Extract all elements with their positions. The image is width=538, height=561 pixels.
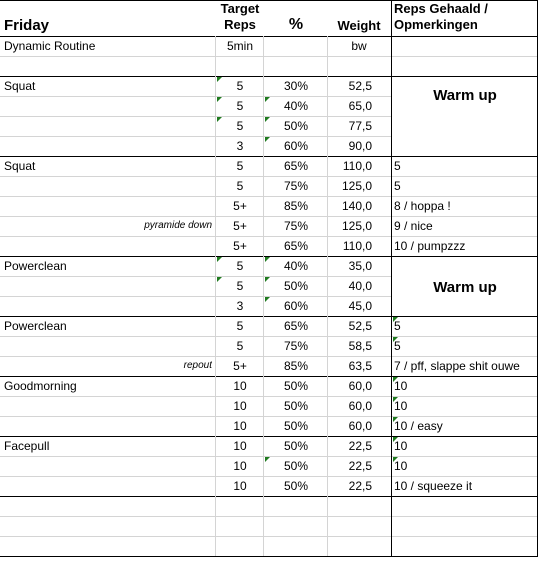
row-line	[391, 336, 538, 337]
row-line	[0, 296, 391, 297]
weight-cell[interactable]: bw	[351, 39, 367, 53]
weight-cell[interactable]: 58,5	[348, 339, 372, 353]
exercise-cell[interactable]: Facepull	[4, 439, 50, 453]
weight-cell[interactable]: 22,5	[348, 459, 372, 473]
row-line	[0, 96, 391, 97]
note-cell[interactable]	[60, 96, 212, 116]
note-cell[interactable]	[60, 296, 212, 316]
row-line	[391, 476, 538, 477]
row-line	[391, 536, 538, 537]
target-reps-cell[interactable]: 5	[236, 119, 244, 133]
target-reps-cell[interactable]: 5	[236, 279, 244, 293]
comment-indicator-icon	[217, 257, 222, 262]
column-line	[263, 36, 264, 556]
remark-cell[interactable]: 7 / pff, slappe shit ouwe	[394, 359, 520, 373]
percent-cell[interactable]: 60%	[283, 139, 309, 153]
warm-up-label-powerclean[interactable]: Warm up	[433, 279, 497, 296]
exercise-cell[interactable]: Squat	[4, 159, 36, 173]
percent-cell[interactable]	[264, 56, 328, 76]
target-reps-cell[interactable]	[216, 516, 264, 536]
percent-cell[interactable]: 40%	[283, 99, 309, 113]
note-cell[interactable]	[60, 196, 212, 216]
remark-cell[interactable]	[394, 36, 536, 56]
percent-cell[interactable]: 65%	[283, 239, 309, 253]
remark-cell[interactable]: 8 / hoppa !	[394, 199, 451, 213]
note-cell[interactable]	[60, 416, 212, 436]
row-line	[0, 476, 391, 477]
note-cell[interactable]: pyramide down	[144, 220, 212, 231]
comment-indicator-icon	[393, 397, 398, 402]
row-line	[0, 536, 391, 537]
weight-cell[interactable]: 60,0	[348, 379, 372, 393]
row-line	[391, 356, 538, 357]
percent-cell[interactable]: 50%	[283, 479, 309, 493]
exercise-cell[interactable]: Goodmorning	[4, 379, 77, 393]
row-line	[0, 236, 391, 237]
note-cell[interactable]	[60, 476, 212, 496]
row-line	[391, 456, 538, 457]
target-reps-cell[interactable]: 10	[233, 399, 247, 413]
comment-indicator-icon	[265, 137, 270, 142]
comment-indicator-icon	[393, 317, 398, 322]
weight-cell[interactable]	[328, 56, 372, 76]
percent-cell[interactable]: 75%	[283, 339, 309, 353]
percent-cell[interactable]: 85%	[283, 199, 309, 213]
exercise-cell[interactable]: Dynamic Routine	[4, 39, 96, 53]
percent-cell[interactable]: 50%	[283, 279, 309, 293]
weight-cell[interactable]: 140,0	[341, 199, 372, 213]
row-line	[391, 196, 538, 197]
weight-cell[interactable]: 125,0	[341, 179, 372, 193]
comment-indicator-icon	[393, 457, 398, 462]
weight-cell[interactable]: 45,0	[348, 299, 372, 313]
note-cell[interactable]	[60, 236, 212, 256]
row-line	[0, 276, 391, 277]
row-line	[0, 196, 391, 197]
remark-cell[interactable]: 10	[394, 459, 408, 473]
top-border	[0, 0, 538, 1]
remark-cell[interactable]	[394, 496, 536, 516]
column-line	[215, 36, 216, 556]
remark-cell[interactable]: 10 / easy	[394, 419, 443, 433]
weight-cell[interactable]: 63,5	[348, 359, 372, 373]
percent-cell[interactable]: 65%	[283, 319, 309, 333]
row-line	[391, 236, 538, 237]
weight-cell[interactable]: 52,5	[348, 319, 372, 333]
row-line	[0, 516, 391, 517]
note-cell[interactable]	[60, 376, 212, 396]
remark-cell[interactable]	[394, 116, 536, 136]
comment-indicator-icon	[265, 297, 270, 302]
row-line	[391, 416, 538, 417]
target-reps-cell[interactable]: 10	[233, 479, 247, 493]
note-cell[interactable]	[60, 56, 212, 76]
target-reps-cell[interactable]: 10	[233, 419, 247, 433]
row-line	[0, 336, 391, 337]
weight-cell[interactable]: 90,0	[348, 139, 372, 153]
comment-indicator-icon	[265, 457, 270, 462]
row-line	[0, 556, 391, 557]
note-cell[interactable]	[60, 276, 212, 296]
row-line	[0, 356, 391, 357]
note-cell[interactable]	[60, 516, 212, 536]
remark-cell[interactable]	[394, 536, 536, 556]
comment-indicator-icon	[217, 277, 222, 282]
row-line	[0, 156, 391, 157]
percent-cell[interactable]: 50%	[283, 119, 309, 133]
target-reps-cell[interactable]: 5	[236, 159, 244, 173]
note-cell[interactable]: repout	[183, 360, 212, 371]
row-line	[0, 76, 391, 77]
weight-cell[interactable]: 110,0	[342, 159, 372, 173]
weight-cell[interactable]: 77,5	[348, 119, 372, 133]
weight-cell[interactable]: 60,0	[348, 399, 372, 413]
comment-indicator-icon	[217, 77, 222, 82]
comment-indicator-icon	[393, 377, 398, 382]
percent-cell[interactable]: 40%	[283, 259, 309, 273]
row-line	[391, 556, 538, 557]
target-reps-cell[interactable]: 10	[233, 379, 247, 393]
row-line	[0, 316, 391, 317]
row-line	[0, 216, 391, 217]
row-line	[391, 516, 538, 517]
note-cell[interactable]	[60, 456, 212, 476]
row-line	[391, 496, 538, 497]
percent-cell[interactable]: 50%	[283, 419, 309, 433]
weight-cell[interactable]	[328, 516, 372, 536]
row-line	[391, 156, 538, 157]
percent-cell[interactable]: 50%	[283, 399, 309, 413]
target-reps-cell[interactable]: 5min	[226, 39, 253, 53]
row-line	[391, 376, 538, 377]
target-reps-cell[interactable]	[216, 536, 264, 556]
remark-cell[interactable]	[394, 136, 536, 156]
exercise-cell[interactable]: Squat	[4, 79, 36, 93]
weight-cell[interactable]: 65,0	[348, 99, 372, 113]
row-line	[0, 376, 391, 377]
remark-cell[interactable]: 10 / squeeze it	[394, 479, 473, 493]
comment-indicator-icon	[265, 117, 270, 122]
row-line	[0, 116, 391, 117]
row-line	[0, 176, 391, 177]
weight-cell[interactable]: 40,0	[348, 279, 372, 293]
remark-cell[interactable]: 5	[394, 339, 401, 353]
target-reps-cell[interactable]: 10	[233, 459, 247, 473]
row-line	[0, 256, 391, 257]
row-line	[391, 316, 538, 317]
note-cell[interactable]	[60, 36, 212, 56]
percent-cell[interactable]: 50%	[283, 459, 309, 473]
weight-cell[interactable]: 60,0	[348, 419, 372, 433]
comment-indicator-icon	[217, 97, 222, 102]
target-reps-cell[interactable]: 5+	[233, 199, 247, 213]
percent-cell[interactable]	[264, 536, 328, 556]
comment-indicator-icon	[217, 117, 222, 122]
weight-cell[interactable]	[328, 536, 372, 556]
row-line	[0, 416, 391, 417]
day-title[interactable]: Friday	[4, 17, 50, 34]
note-cell[interactable]	[60, 536, 212, 556]
target-reps-cell[interactable]	[216, 496, 264, 516]
row-line	[0, 396, 391, 397]
comment-indicator-icon	[393, 337, 398, 342]
weight-cell[interactable]: 22,5	[348, 479, 372, 493]
percent-cell[interactable]: 60%	[283, 299, 309, 313]
target-reps-cell[interactable]: 5	[236, 339, 244, 353]
comment-indicator-icon	[393, 417, 398, 422]
row-line	[0, 36, 391, 37]
exercise-cell[interactable]: Powerclean	[4, 319, 67, 333]
remark-cell[interactable]: 9 / nice	[394, 219, 433, 233]
target-reps-cell[interactable]: 10	[233, 439, 247, 453]
header-target[interactable]: Target	[220, 1, 260, 16]
percent-cell[interactable]: 75%	[283, 219, 309, 233]
percent-cell[interactable]: 50%	[283, 379, 309, 393]
percent-cell[interactable]: 85%	[283, 359, 309, 373]
column-line	[327, 36, 328, 556]
note-cell[interactable]	[60, 116, 212, 136]
note-cell[interactable]	[60, 496, 212, 516]
target-reps-cell[interactable]	[216, 56, 264, 76]
row-line	[391, 36, 538, 37]
row-line	[0, 136, 391, 137]
comment-indicator-icon	[265, 257, 270, 262]
comment-indicator-icon	[265, 97, 270, 102]
row-line	[0, 436, 391, 437]
row-line	[391, 436, 538, 437]
target-reps-cell[interactable]: 5	[236, 99, 244, 113]
remark-cell[interactable]: 10	[394, 379, 408, 393]
header-weight[interactable]: Weight	[337, 18, 381, 33]
note-cell[interactable]	[60, 336, 212, 356]
remark-cell[interactable]: 10 / pumpzzz	[394, 239, 466, 253]
percent-cell[interactable]	[264, 36, 328, 56]
remark-cell[interactable]: 10	[394, 399, 408, 413]
row-line	[0, 496, 391, 497]
note-cell[interactable]	[60, 316, 212, 336]
row-line	[391, 176, 538, 177]
row-line	[391, 56, 538, 57]
weight-cell[interactable]: 125,0	[341, 219, 372, 233]
target-reps-cell[interactable]: 3	[236, 139, 244, 153]
target-reps-cell[interactable]: 3	[236, 299, 244, 313]
remark-cell[interactable]	[394, 516, 536, 536]
header-percent[interactable]: %	[288, 16, 304, 33]
remark-cell[interactable]: 10	[394, 439, 408, 453]
note-cell[interactable]	[60, 76, 212, 96]
weight-cell[interactable]: 35,0	[348, 259, 372, 273]
percent-cell[interactable]: 50%	[283, 439, 309, 453]
target-reps-cell[interactable]: 5	[236, 319, 244, 333]
header-reps[interactable]: Reps	[224, 17, 256, 32]
note-cell[interactable]	[60, 436, 212, 456]
remark-cell[interactable]	[394, 56, 536, 76]
row-line	[0, 456, 391, 457]
remark-cell[interactable]: 5	[394, 179, 401, 193]
note-cell[interactable]	[60, 256, 212, 276]
weight-cell[interactable]	[328, 496, 372, 516]
weight-cell[interactable]: 110,0	[342, 239, 372, 253]
target-reps-cell[interactable]: 5	[236, 259, 244, 273]
target-reps-cell[interactable]: 5	[236, 79, 244, 93]
note-cell[interactable]	[60, 136, 212, 156]
target-reps-cell[interactable]: 5	[236, 179, 244, 193]
row-line	[0, 56, 391, 57]
row-line	[391, 256, 538, 257]
comment-indicator-icon	[393, 437, 398, 442]
header-remarks[interactable]: Opmerkingen	[394, 17, 478, 32]
row-line	[391, 396, 538, 397]
percent-cell[interactable]: 65%	[283, 159, 309, 173]
target-reps-cell[interactable]: 5+	[233, 359, 247, 373]
weight-cell[interactable]: 22,5	[348, 439, 372, 453]
note-cell[interactable]	[60, 396, 212, 416]
row-line	[391, 216, 538, 217]
remark-cell[interactable]: 5	[394, 319, 401, 333]
remark-cell[interactable]: 5	[394, 159, 401, 173]
target-reps-cell[interactable]: 5+	[233, 219, 247, 233]
percent-cell[interactable]	[264, 496, 328, 516]
comment-indicator-icon	[265, 277, 270, 282]
percent-cell[interactable]: 30%	[283, 79, 309, 93]
target-reps-cell[interactable]: 5+	[233, 239, 247, 253]
exercise-cell[interactable]: Powerclean	[4, 259, 67, 273]
note-cell[interactable]	[60, 156, 212, 176]
percent-cell[interactable]	[264, 516, 328, 536]
warm-up-label-squat[interactable]: Warm up	[433, 87, 497, 104]
header-reps-done[interactable]: Reps Gehaald /	[394, 1, 488, 16]
note-cell[interactable]	[60, 176, 212, 196]
weight-cell[interactable]: 52,5	[348, 79, 372, 93]
percent-cell[interactable]: 75%	[283, 179, 309, 193]
